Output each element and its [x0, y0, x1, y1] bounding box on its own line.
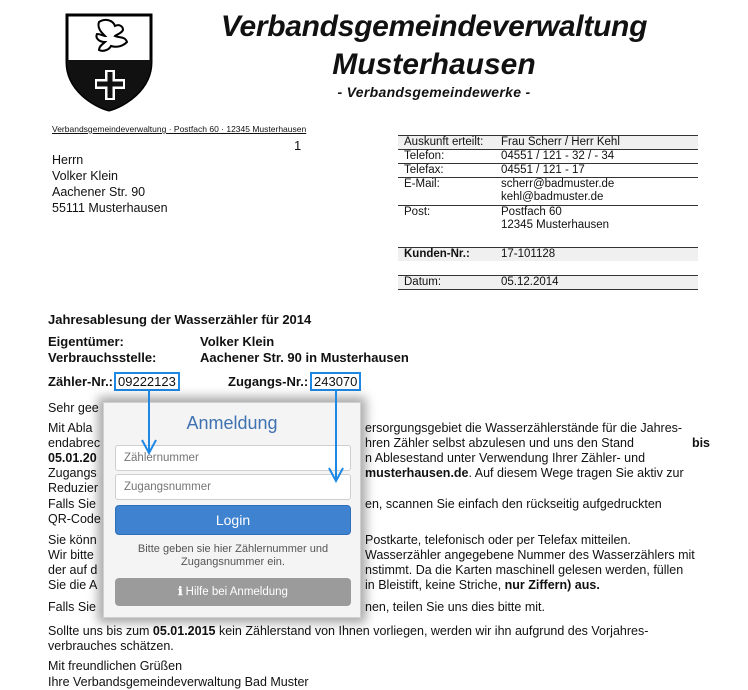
contact-spacer	[398, 261, 698, 275]
text-right: in Bleistift, keine Striche,	[365, 578, 505, 592]
contact-value: 04551 / 121 - 32 / - 34	[501, 150, 615, 162]
contact-row-datum	[398, 275, 698, 290]
closing-signature: Ihre Verbandsgemeindeverwaltung Bad Muster	[48, 675, 309, 689]
contact-value: Postfach 60	[501, 206, 562, 218]
paragraph-line-right: n Ablesestand unter Verwendung Ihrer Zähler- und	[365, 451, 646, 465]
contact-row-kunden	[398, 247, 698, 261]
municipal-crest-logo	[64, 12, 154, 112]
contact-value: kehl@badmuster.de	[501, 191, 604, 203]
contact-value: scherr@badmuster.de	[501, 178, 615, 190]
contact-value: 04551 / 121 - 17	[501, 164, 585, 176]
salutation-fragment: Sehr gee	[48, 401, 99, 415]
contact-label: E-Mail:	[404, 178, 440, 190]
paragraph-line: endabrec	[48, 436, 101, 450]
zaehler-number-highlight: 09222123	[114, 372, 180, 391]
help-login-button[interactable]	[115, 578, 351, 606]
paragraph-line-right: nen, teilen Sie uns dies bitte mit.	[365, 600, 545, 614]
contact-label: Auskunft erteilt:	[404, 136, 484, 148]
paragraph-line	[48, 624, 710, 639]
recipient-street: Aachener Str. 90	[52, 185, 146, 199]
recipient-salutation: Herrn	[52, 153, 84, 167]
contact-info-box	[398, 135, 698, 290]
login-button[interactable]: Login	[115, 505, 351, 535]
contact-row-post	[398, 205, 698, 219]
contact-row-auskunft	[398, 135, 698, 149]
text-bold: nur Ziffern) aus.	[504, 578, 600, 592]
paragraph-line-right	[365, 436, 710, 451]
paragraph-line: Zugangs	[48, 466, 97, 480]
contact-row-post-2	[398, 219, 698, 233]
contact-value: 17-101128	[501, 248, 556, 260]
contact-row-email-2	[398, 191, 698, 205]
paragraph-line: Falls Sie	[48, 600, 96, 614]
contact-row-telefax	[398, 163, 698, 177]
deadline-date: 05.01.2015	[152, 624, 216, 638]
login-hint-line: Zugangsnummer ein.	[181, 556, 285, 568]
paragraph-line: 05.01.20	[48, 451, 97, 465]
zaehler-label: Zähler-Nr.:	[48, 374, 114, 389]
help-login-label: Hilfe bei Anmeldung	[185, 586, 288, 598]
info-icon: ℹ	[178, 586, 183, 598]
zugangs-number-highlight: 243070	[310, 372, 361, 391]
contact-row-telefon	[398, 149, 698, 163]
zaehlernummer-input[interactable]	[115, 445, 351, 471]
paragraph-line: verbrauches schätzen.	[48, 639, 174, 653]
paragraph-line: Wir bitte	[48, 548, 94, 562]
contact-label: Kunden-Nr.:	[404, 248, 470, 260]
recipient-city: 55111 Musterhausen	[52, 201, 168, 215]
letter-subject: Jahresablesung der Wasserzähler für 2014	[48, 312, 312, 327]
zugangs-label: Zugangs-Nr.:	[228, 374, 309, 389]
text-left: Mit Abla	[48, 421, 93, 435]
contact-label: Post:	[404, 206, 431, 218]
zugangsnummer-input[interactable]	[115, 474, 351, 500]
verbrauchsstelle-value: Aachener Str. 90 in Musterhausen	[200, 350, 409, 365]
paragraph-line-right	[365, 578, 710, 593]
contact-spacer	[398, 233, 698, 247]
page-number: 1	[294, 138, 302, 153]
text-right: hren Zähler selbst abzulesen und uns den Stand	[365, 436, 634, 450]
paragraph-line: QR-Code	[48, 512, 101, 526]
contact-value: Frau Scherr / Herr Kehl	[501, 136, 620, 148]
department-subtitle: - Verbandsgemeindewerke -	[337, 84, 531, 100]
login-hint	[115, 543, 351, 569]
paragraph-line-right: Wasserzähler angegebene Nummer des Wasserzählers mit	[365, 548, 695, 562]
paragraph-line-right: en, scannen Sie einfach den rückseitig aufgedruckten	[365, 497, 662, 511]
eigentuemer-label: Eigentümer:	[48, 334, 124, 349]
text-right: . Auf diesem Wege tragen Sie aktiv zur	[468, 466, 684, 480]
contact-label: Datum:	[404, 276, 442, 288]
login-dialog	[103, 402, 361, 618]
contact-row-email	[398, 177, 698, 191]
authority-title: Verbandsgemeindeverwaltung	[220, 10, 648, 43]
paragraph-line-right: nstimmt. Da die Karten maschinell gelesen werden, füllen	[365, 563, 684, 577]
verbrauchsstelle-label: Verbrauchsstelle:	[48, 350, 157, 365]
paragraph-line: Sie die A	[48, 578, 98, 592]
sender-address-line: Verbandsgemeindeverwaltung · Postfach 60 · 12345 Musterhausen	[52, 124, 307, 134]
text-rest: kein Zählerstand von Ihnen vorliegen, werden wir ihn aufgrund des Vorjahres-	[215, 624, 649, 638]
contact-value: 12345 Musterhausen	[501, 219, 610, 231]
recipient-address	[52, 152, 168, 216]
contact-label: Telefax:	[404, 164, 444, 176]
paragraph-line-right	[365, 466, 710, 481]
paragraph-line: Sie könn	[48, 533, 97, 547]
paragraph-line-right: ersorgungsgebiet die Wasserzählerstände für die Jahres-	[365, 421, 683, 435]
text-bold: bis	[691, 436, 710, 450]
paragraph-line: Reduzier	[48, 481, 99, 495]
contact-label: Telefon:	[404, 150, 445, 162]
login-hint-line: Bitte geben sie hier Zählernummer und	[137, 543, 329, 555]
recipient-name: Volker Klein	[52, 169, 119, 183]
paragraph-line-right: Postkarte, telefonisch oder per Telefax mitteilen.	[365, 533, 631, 547]
text-left: Sollte uns bis zum	[48, 624, 153, 638]
website-link[interactable]: musterhausen.de	[365, 466, 469, 480]
paragraph-line: der auf d	[48, 563, 98, 577]
contact-value: 05.12.2014	[501, 276, 559, 288]
paragraph-line: Falls Sie	[48, 497, 96, 511]
closing-greeting: Mit freundlichen Grüßen	[48, 659, 183, 673]
town-title: Musterhausen	[332, 48, 536, 81]
login-dialog-title: Anmeldung	[186, 413, 278, 433]
eigentuemer-value: Volker Klein	[200, 334, 275, 349]
